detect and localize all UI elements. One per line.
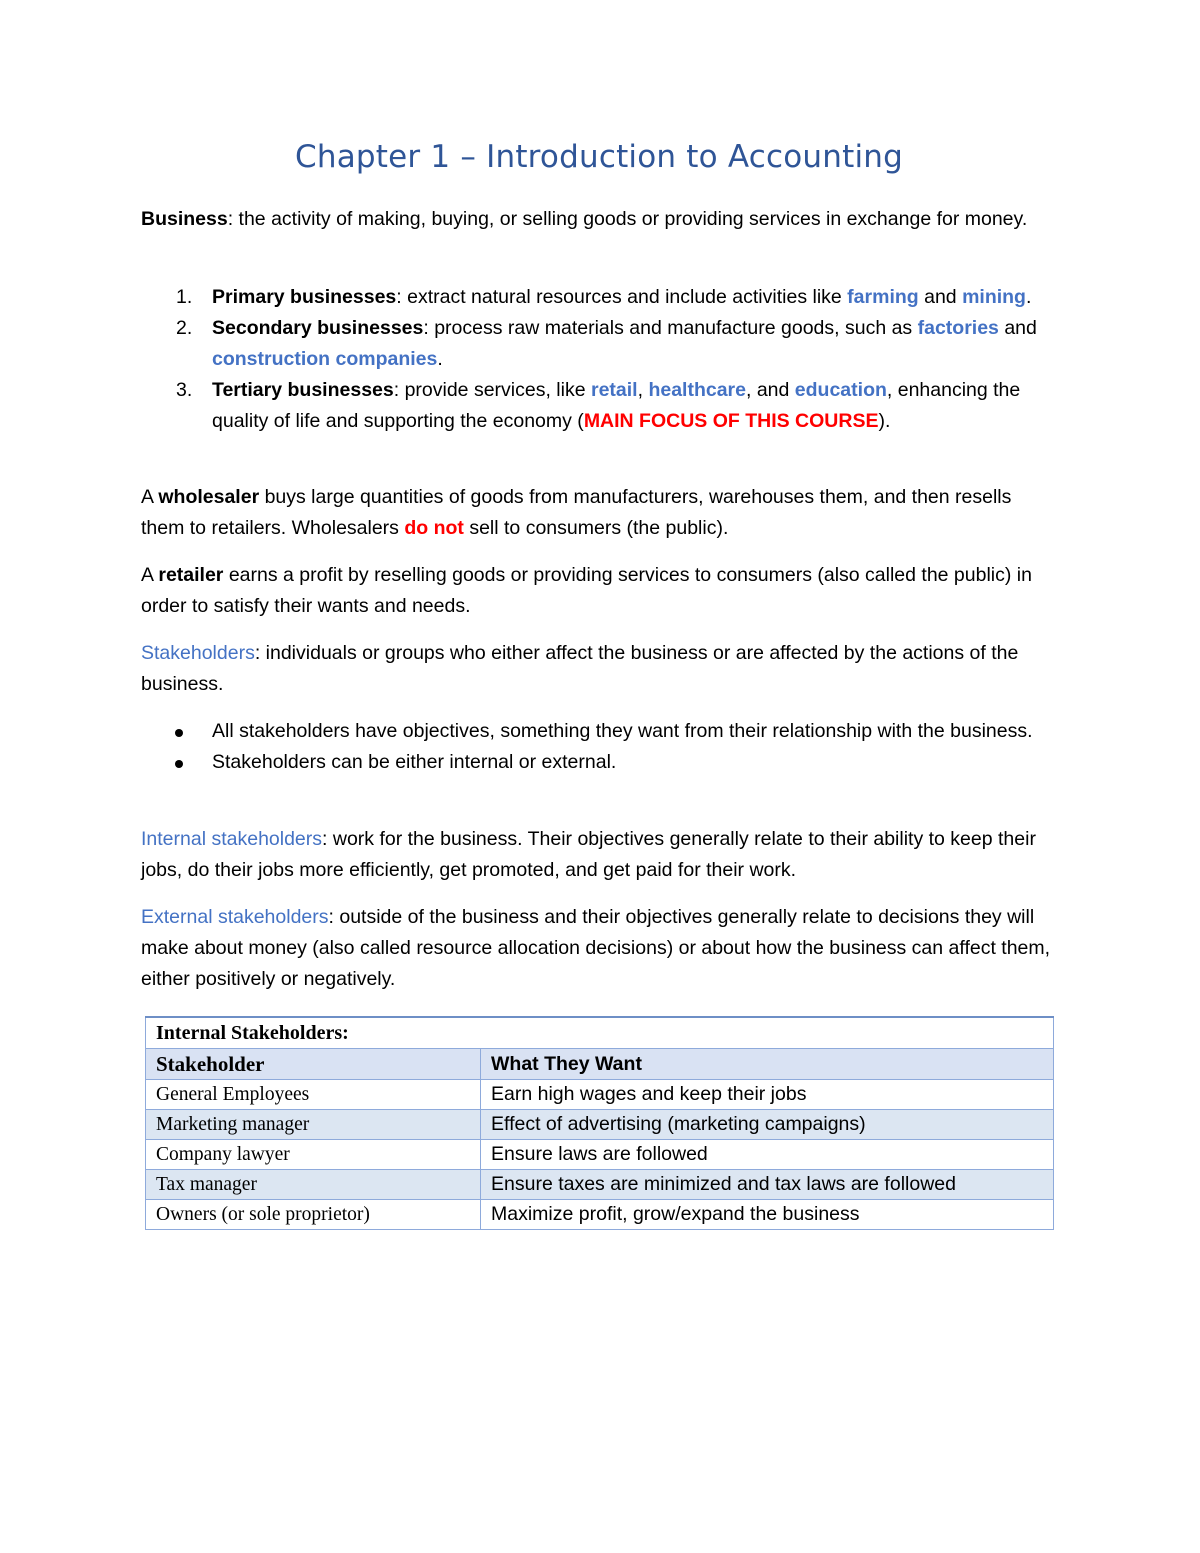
example-education: education bbox=[794, 379, 887, 401]
main-focus-note: MAIN FOCUS OF THIS COURSE bbox=[583, 410, 879, 432]
stakeholder-cell: Marketing manager bbox=[146, 1110, 481, 1140]
example-mining: mining bbox=[962, 286, 1026, 308]
table-header-row bbox=[146, 1049, 1054, 1080]
list-item bbox=[141, 313, 1057, 375]
stakeholders-term: Stakeholders bbox=[141, 642, 255, 664]
external-term: External stakeholders bbox=[141, 906, 329, 928]
business-types-list bbox=[141, 282, 1057, 437]
business-definition bbox=[141, 204, 1057, 235]
list-item-term: Secondary businesses bbox=[212, 317, 424, 339]
list-marker: 1. bbox=[176, 286, 193, 308]
want-cell: Earn high wages and keep their jobs bbox=[481, 1080, 1054, 1110]
column-header: Stakeholder bbox=[146, 1049, 481, 1080]
external-stakeholders-definition bbox=[141, 902, 1057, 995]
stakeholders-definition bbox=[141, 638, 1057, 700]
example-construction: construction companies bbox=[212, 348, 438, 370]
bullet-icon bbox=[175, 760, 183, 768]
text: sell to consumers (the public). bbox=[463, 517, 729, 539]
text: : work for the business. Their objectives generally relate to their ability to keep their jobs, do their jobs more efficiently, get promoted, and get paid for their work. bbox=[141, 828, 1036, 881]
stakeholder-cell: Owners (or sole proprietor) bbox=[146, 1200, 481, 1230]
list-item-term: Tertiary businesses bbox=[212, 379, 394, 401]
text: : individuals or groups who either affect the business or are affected by the actions of the business. bbox=[141, 642, 1019, 695]
list-item-text: : process raw materials and manufacture goods, such as bbox=[423, 317, 918, 339]
list-item-text: : provide services, like bbox=[393, 379, 591, 401]
table-row bbox=[146, 1140, 1054, 1170]
list-item-text: and bbox=[918, 286, 963, 308]
list-item-text: , and bbox=[746, 379, 795, 401]
example-factories: factories bbox=[917, 317, 999, 339]
internal-stakeholders-table bbox=[145, 1016, 1054, 1230]
list-marker: 2. bbox=[176, 317, 193, 339]
list-item-text: . bbox=[1025, 286, 1032, 308]
list-item-text: : extract natural resources and include activities like bbox=[396, 286, 848, 308]
list-item bbox=[141, 716, 1057, 747]
text: earns a profit by reselling goods or providing services to consumers (also called the public) in order to satisfy their wants and needs. bbox=[141, 564, 1032, 617]
table-row bbox=[146, 1170, 1054, 1200]
column-header: What They Want bbox=[481, 1049, 1054, 1080]
want-cell: Effect of advertising (marketing campaigns) bbox=[481, 1110, 1054, 1140]
bullet-icon bbox=[175, 729, 183, 737]
stakeholder-cell: Tax manager bbox=[146, 1170, 481, 1200]
internal-stakeholders-definition bbox=[141, 824, 1057, 886]
retailer-term: retailer bbox=[158, 564, 224, 586]
bullet-text: Stakeholders can be either internal or external. bbox=[212, 751, 617, 773]
list-item bbox=[141, 375, 1057, 437]
list-item-text: , enhancing the quality of life and supporting the economy ( bbox=[212, 379, 1021, 432]
text: buys large quantities of goods from manufacturers, warehouses them, and then resells them to retailers. Wholesalers bbox=[141, 486, 1012, 539]
text: : outside of the business and their objectives generally relate to decisions they will make about money (also called resource allocation decisions) or about how the business can affect them, either positively or negatively. bbox=[141, 906, 1051, 990]
do-not-emphasis: do not bbox=[404, 517, 464, 539]
page-title: Chapter 1 – Introduction to Accounting bbox=[295, 139, 903, 175]
wholesaler-paragraph bbox=[141, 482, 1057, 544]
text: A bbox=[141, 564, 159, 586]
want-cell: Ensure taxes are minimized and tax laws are followed bbox=[481, 1170, 1054, 1200]
text: A bbox=[141, 486, 159, 508]
want-cell: Ensure laws are followed bbox=[481, 1140, 1054, 1170]
list-item-text: ). bbox=[878, 410, 891, 432]
wholesaler-term: wholesaler bbox=[158, 486, 260, 508]
table-caption-row bbox=[146, 1017, 1054, 1049]
table-row bbox=[146, 1200, 1054, 1230]
example-retail: retail bbox=[590, 379, 638, 401]
bullet-text: All stakeholders have objectives, something they want from their relationship with the business. bbox=[212, 720, 1033, 742]
stakeholder-cell: Company lawyer bbox=[146, 1140, 481, 1170]
table-caption: Internal Stakeholders: bbox=[146, 1017, 1054, 1049]
business-def: : the activity of making, buying, or selling goods or providing services in exchange for money. bbox=[227, 208, 1028, 230]
table-row bbox=[146, 1110, 1054, 1140]
list-marker: 3. bbox=[176, 379, 193, 401]
list-item-text: and bbox=[998, 317, 1037, 339]
internal-term: Internal stakeholders bbox=[141, 828, 323, 850]
stakeholder-cell: General Employees bbox=[146, 1080, 481, 1110]
want-cell: Maximize profit, grow/expand the business bbox=[481, 1200, 1054, 1230]
list-item-text: , bbox=[637, 379, 649, 401]
list-item-term: Primary businesses bbox=[212, 286, 397, 308]
business-term: Business bbox=[141, 208, 228, 230]
list-item bbox=[141, 282, 1057, 313]
list-item bbox=[141, 747, 1057, 778]
example-healthcare: healthcare bbox=[648, 379, 746, 401]
list-item-text: . bbox=[437, 348, 443, 370]
example-farming: farming bbox=[847, 286, 919, 308]
table-row bbox=[146, 1080, 1054, 1110]
stakeholders-bullets bbox=[141, 716, 1057, 778]
retailer-paragraph bbox=[141, 560, 1057, 622]
